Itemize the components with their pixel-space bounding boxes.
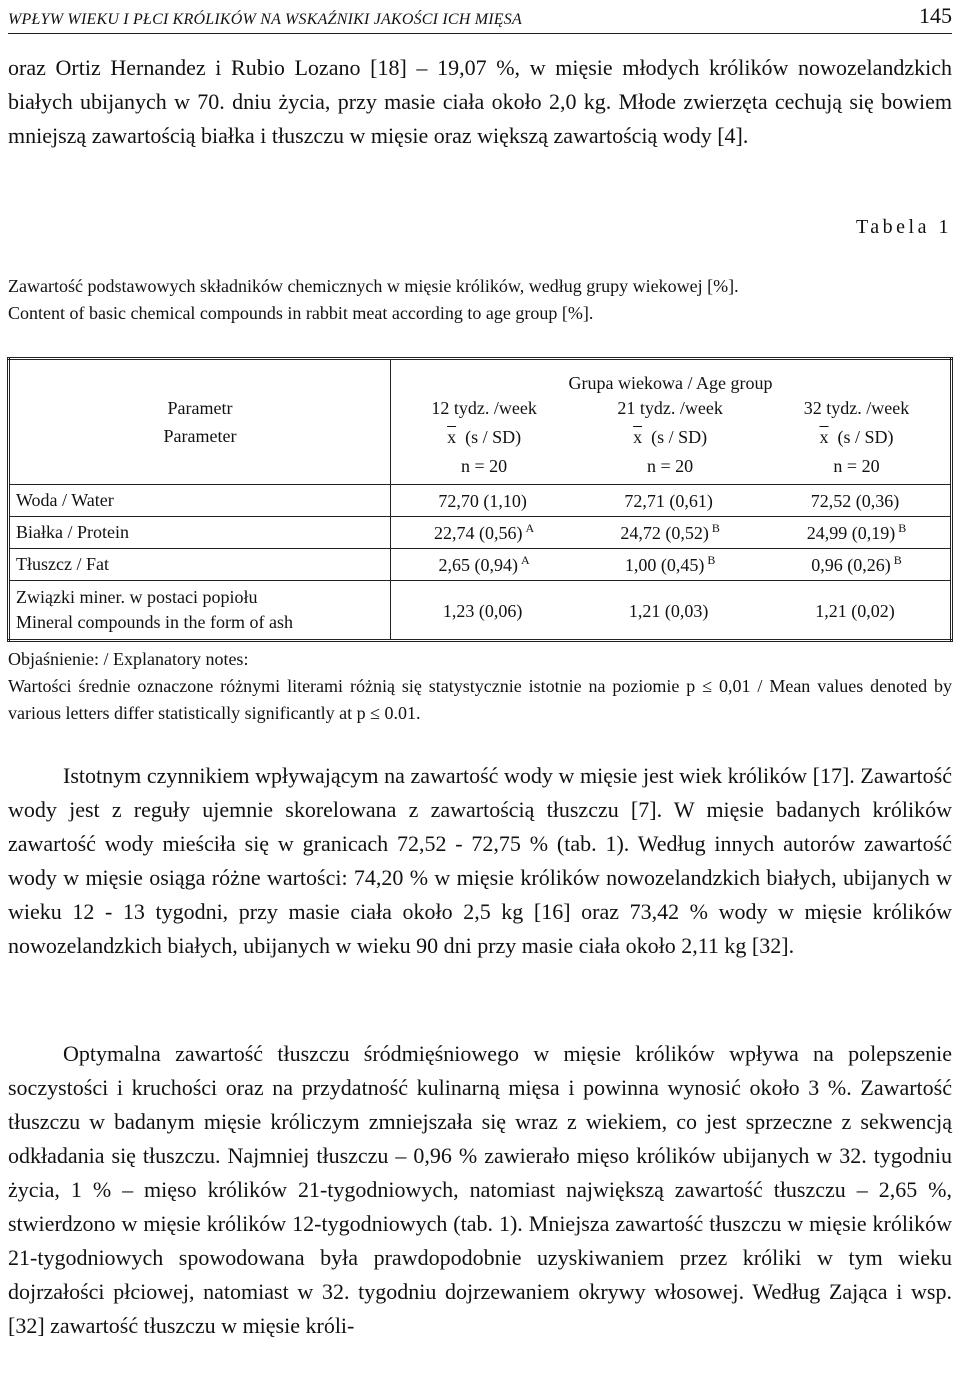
col-header-21-weeks: 21 tydz. /week $\overline{x}$ (s / SD) n = 20: [577, 394, 763, 485]
row-label: Woda / Water: [9, 485, 391, 517]
running-header: [8, 0, 952, 34]
table-caption-pl: Zawartość podstawowych składników chemicznych w mięsie królików, według grupy wiekowej [%].: [8, 276, 739, 296]
table-row-water: [9, 485, 952, 517]
running-title: WPŁYW WIEKU I PŁCI KRÓLIKÓW NA WSKAŹNIKI JAKOŚCI ICH MIĘSA: [8, 11, 522, 28]
param-header: [9, 359, 391, 485]
age-group-header: Grupa wiekowa / Age group: [568, 373, 773, 393]
table-cell: 22,74 (0,56) $^A$: [391, 517, 578, 549]
table-cell: 24,99 (0,19) $^B$: [763, 517, 951, 549]
table-cell: 1,23 (0,06): [442, 600, 523, 621]
body-paragraph: Optymalna zawartość tłuszczu śródmięśniowego w mięsie królików wpływa na polepszenie soczystości i kruchości oraz na przydatność kulinarną mięsa i powinna wynosić około 3 %. Zawartość tłuszczu w badanym mięsie króliczym zmniejszała się wraz z wiekiem, co jest sprzeczne z sekwencją odkładania się tłuszczu. Najmniej tłuszczu – 0,96 % zawierało mięso królików ubijanych w 32. tygodniu życia, 1 % – mięso królików 21-tygodniowych, natomiast największą zawartość tłuszczu – 2,65 %, stwierdzono w mięsie królików 12-tygodniowych (tab. 1). Mniejsza zawartość tłuszczu w mięsie królików 21-tygodniowych spowodowana była prawdopodobnie uzyskiwaniem przez króliki w tym wieku dojrzałości płciowej, natomiast w 32. tygodniu dojrzewaniem okrywy włosowej. Według Zająca i wsp. [32] zawartość tłuszczu w mięsie króli-: [8, 1041, 952, 1338]
notes-heading: Objaśnienie: / Explanatory notes:: [8, 649, 249, 669]
table-header-row: [9, 359, 952, 395]
table-cell: 1,21 (0,02): [815, 600, 895, 621]
table-cell: 72,52 (0,36): [763, 485, 951, 517]
table-cell: 1,21 (0,03): [628, 600, 709, 621]
table-cell: 72,71 (0,61): [577, 485, 763, 517]
table-cell: 0,96 (0,26) $^B$: [763, 549, 951, 581]
table-cell: 1,00 (0,45) $^B$: [577, 549, 763, 581]
row-label: Białka / Protein: [9, 517, 391, 549]
intro-paragraph: oraz Ortiz Hernandez i Rubio Lozano [18] – 19,07 %, w mięsie młodych królików nowozelandzkich białych ubijanych w 70. dniu życia, przy masie ciała około 2,0 kg. Młode zwierzęta cechują się bowiem mniejszą zawartością białka i tłuszczu w mięsie oraz większą zawartością wody [4].: [8, 55, 952, 148]
page-number: 145: [919, 3, 952, 28]
row-label: Tłuszcz / Fat: [9, 549, 391, 581]
notes-text: Wartości średnie oznaczone różnymi literami różnią się statystycznie istotnie na poziomie p ≤ 0,01 / Mean values denoted by various letters differ statistically significantly at p ≤ 0.01.: [8, 676, 952, 723]
table-row-fat: [9, 549, 952, 581]
param-header-en: Parameter: [163, 426, 237, 446]
param-header-pl: Parametr: [167, 398, 233, 418]
table-cell: 72,70 (1,10): [391, 485, 578, 517]
chemical-composition-table: [7, 357, 953, 642]
col-header-32-weeks: 32 tydz. /week $\overline{x}$ (s / SD) n = 20: [763, 394, 951, 485]
row-label: Związki miner. w postaci popiołu Mineral compounds in the form of ash: [9, 581, 391, 641]
table-row-protein: [9, 517, 952, 549]
table-label: Tabela 1: [855, 216, 952, 238]
table-row-ash: [9, 581, 952, 641]
table-cell: 24,72 (0,52) $^B$: [577, 517, 763, 549]
table-caption-en: Content of basic chemical compounds in rabbit meat according to age group [%].: [8, 303, 594, 323]
body-paragraph: Istotnym czynnikiem wpływającym na zawartość wody w mięsie jest wiek królików [17]. Zawartość wody jest z reguły ujemnie skorelowana z zawartością tłuszczu [7]. W mięsie badanych królików zawartość wody mieściła się w granicach 72,52 - 72,75 % (tab. 1). Według innych autorów zawartość wody w mięsie osiąga różne wartości: 74,20 % w mięsie królików nowozelandzkich białych, ubijanych w wieku 12 - 13 tygodni, przy masie ciała około 2,5 kg [16] oraz 73,42 % wody w mięsie królików nowozelandzkich białych, ubijanych w wieku 90 dni przy masie ciała około 2,11 kg [32].: [8, 763, 952, 958]
col-header-12-weeks: 12 tydz. /week $\overline{x}$ (s / SD) n = 20: [391, 394, 578, 485]
table-cell: 2,65 (0,94) $^A$: [391, 549, 578, 581]
